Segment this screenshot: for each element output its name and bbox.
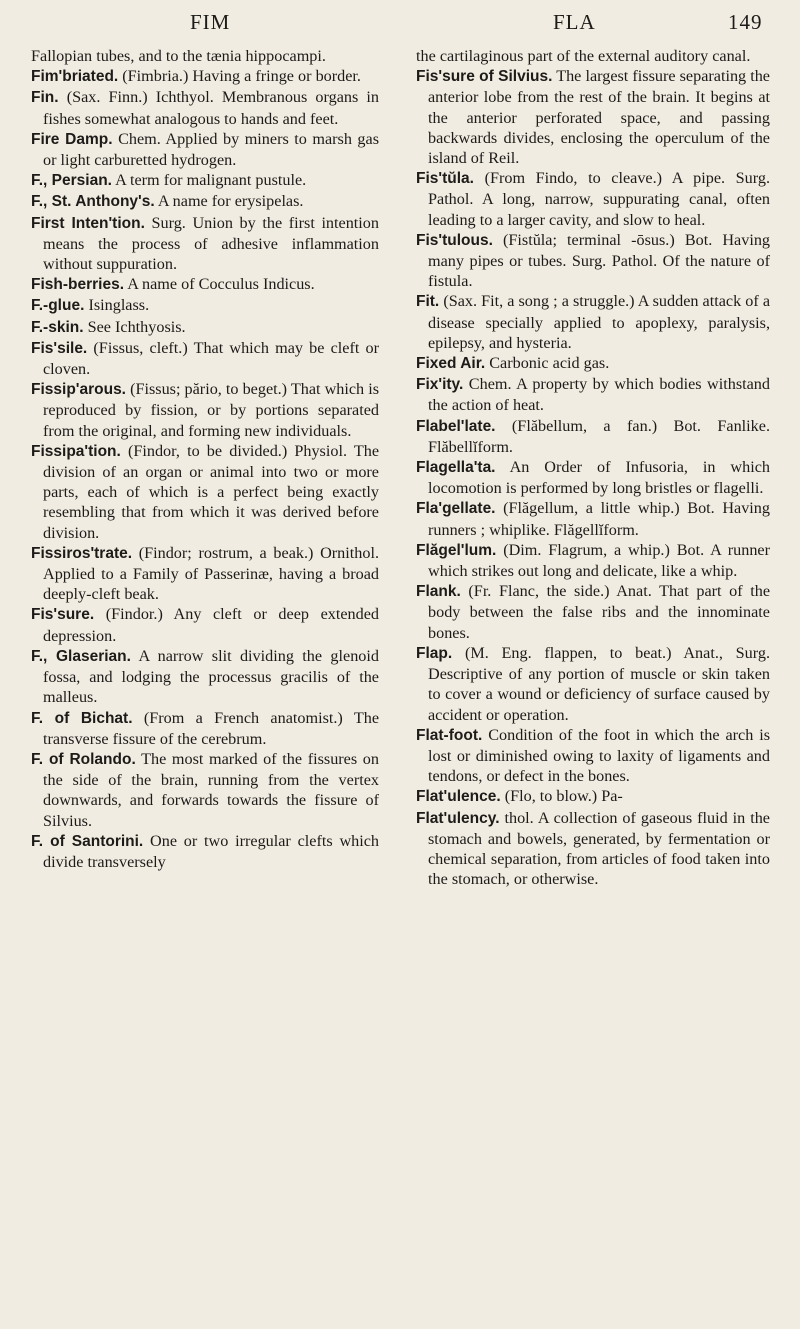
- entry-definition: (Fistŭla; terminal -ōsus.) Bot. Having many pipes or tubes. Surg. Pathol. Of the nature of fistula.: [428, 230, 771, 291]
- dictionary-entry: [416, 353, 770, 374]
- dictionary-entry: [31, 646, 379, 708]
- entry-definition: (Fr. Flanc, the side.) Anat. That part of the body between the false ribs and the innominate bones.: [428, 582, 771, 642]
- entry-headword: Fissip'arous.: [31, 381, 126, 399]
- running-header: [0, 4, 800, 44]
- entry-definition: Chem. Applied by miners to marsh gas or light carburetted hydrogen.: [43, 129, 379, 170]
- entry-headword: Fla'gellate.: [416, 500, 496, 518]
- entry-headword: Flat'ulence.: [416, 788, 501, 806]
- dictionary-entry: [416, 66, 770, 168]
- dictionary-entry: [416, 168, 770, 230]
- entry-definition: the cartilaginous part of the external auditory canal.: [416, 47, 751, 65]
- entry-headword: Fit.: [416, 293, 440, 311]
- entry-definition: (Flăbellum, a fan.) Bot. Fanlike. Flăbellĭform.: [428, 416, 770, 456]
- right-guide-word: FLA: [553, 10, 596, 34]
- entry-headword: F. of Rolando.: [31, 750, 136, 768]
- dictionary-entry: [31, 831, 379, 872]
- dictionary-entry: [31, 441, 379, 543]
- entry-headword: Flabel'late.: [416, 417, 496, 435]
- entry-definition: (Dim. Flagrum, a whip.) Bot. A runner which strikes out long and delicate, like a whip.: [428, 540, 771, 581]
- entry-headword: Flank.: [416, 583, 461, 601]
- dictionary-entry: [416, 581, 770, 643]
- page-number: 149: [728, 10, 763, 34]
- entry-headword: F., St. Anthony's.: [31, 193, 155, 211]
- entry-definition: (Findor.) Any cleft or deep extended depression.: [43, 605, 379, 645]
- dictionary-entry: [416, 725, 770, 787]
- entry-definition: (Findor; rostrum, a beak.) Ornithol. Applied to a Family of Passerinæ, having a broad deeply-cleft beak.: [43, 543, 380, 604]
- entry-definition: Surg. Union by the first intention means the process of adhesive inflammation without suppuration.: [43, 213, 379, 274]
- entry-headword: F.-glue.: [31, 297, 85, 315]
- entry-definition: (Fissus; părio, to beget.) That which is reproduced by fission, or by portions separated from the original, and forming new individuals.: [43, 380, 380, 440]
- entry-headword: Fis'sile.: [31, 339, 88, 357]
- dictionary-entry: [31, 46, 379, 66]
- dictionary-entry: [31, 543, 379, 605]
- entry-headword: Flap.: [416, 644, 453, 662]
- entry-definition: Fallopian tubes, and to the tænia hippocampi.: [31, 47, 326, 65]
- entry-definition: (From Findo, to cleave.) A pipe. Surg. Pathol. A long, narrow, suppurating canal, often leading to a larger cavity, and slow to heal.: [428, 169, 771, 229]
- dictionary-entry: [31, 87, 379, 128]
- entry-definition: (Fissus, cleft.) That which may be cleft or cloven.: [43, 338, 379, 379]
- entry-definition: The most marked of the fissures on the side of the brain, running from the vertex downwards, and forwards towards the fissure of Silvius.: [43, 749, 379, 830]
- dictionary-entry: [31, 379, 379, 441]
- dictionary-entry: [416, 786, 770, 807]
- entry-definition: The largest fissure separating the anterior lobe from the rest of the brain. It begins at the anterior perforated space, and passing backwards divides, enclosing the operculum of the island of Reil.: [428, 67, 770, 168]
- entry-headword: F., Persian.: [31, 172, 112, 190]
- entry-headword: Fix'ity.: [416, 376, 464, 394]
- dictionary-entry: [416, 643, 770, 725]
- entry-headword: F.-skin.: [31, 318, 84, 336]
- entry-definition: A name for erysipelas.: [157, 192, 304, 211]
- entry-headword: Fis'tŭla.: [416, 170, 474, 188]
- dictionary-entry: [31, 317, 379, 338]
- dictionary-entry: [31, 191, 379, 212]
- dictionary-entry: [416, 808, 770, 890]
- dictionary-entry: [31, 295, 379, 316]
- entry-definition: One or two irregular clefts which divide transversely: [43, 831, 379, 871]
- entry-headword: Flat-foot.: [416, 726, 483, 744]
- entry-definition: Isinglass.: [88, 296, 150, 315]
- entry-definition: (From a French anatomist.) The transverse fissure of the cerebrum.: [43, 708, 380, 748]
- entry-definition: See Ichthyosis.: [87, 317, 186, 336]
- dictionary-entry: [416, 46, 770, 66]
- entry-headword: Fissiros'trate.: [31, 544, 133, 562]
- entry-definition: A narrow slit dividing the glenoid fossa, and lodging the processus gracilis of the malleus.: [43, 646, 379, 707]
- dictionary-entry: [31, 274, 379, 295]
- dictionary-entry: [416, 230, 770, 292]
- dictionary-entry: [31, 708, 379, 749]
- dictionary-entry: [31, 170, 379, 191]
- entry-headword: Flagella'ta.: [416, 459, 496, 477]
- dictionary-entry: [31, 338, 379, 379]
- dictionary-entry: [416, 291, 770, 353]
- dictionary-entry: [31, 749, 379, 831]
- right-column: [416, 46, 770, 889]
- entry-definition: Condition of the foot in which the arch is lost or diminished owing to laxity of ligaments and tendons, or defect in the bones.: [428, 725, 771, 786]
- entry-headword: F. of Santorini.: [31, 832, 144, 850]
- entry-headword: Fis'sure.: [31, 606, 95, 624]
- left-guide-word: FIM: [190, 10, 231, 34]
- dictionary-entry: [31, 213, 379, 275]
- dictionary-entry: [31, 604, 379, 645]
- entry-headword: Fis'tulous.: [416, 231, 493, 249]
- dictionary-entry: [416, 416, 770, 457]
- entry-headword: Fire Damp.: [31, 130, 113, 148]
- dictionary-entry: [416, 457, 770, 498]
- entry-definition: A term for malignant pustule.: [115, 171, 307, 190]
- entry-definition: (Findor, to be divided.) Physiol. The division of an organ or animal into two or more parts, each of which is a perfect being exactly resembling that from which it was derived before division.: [43, 441, 380, 542]
- dictionary-entry: [31, 129, 379, 170]
- entry-headword: Fish-berries.: [31, 276, 125, 294]
- dictionary-entry: [416, 374, 770, 415]
- entry-definition: Chem. A property by which bodies withstand the action of heat.: [428, 375, 770, 415]
- entry-definition: Carbonic acid gas.: [489, 354, 610, 373]
- entry-definition: (Sax. Finn.) Ichthyol. Membranous organs in fishes somewhat analogous to hands and feet.: [43, 88, 379, 128]
- entry-headword: Fissipa'tion.: [31, 442, 121, 460]
- dictionary-entry: [416, 498, 770, 539]
- entry-headword: Flat'ulency.: [416, 809, 500, 827]
- dictionary-entry: [31, 66, 379, 87]
- entry-headword: F., Glaserian.: [31, 647, 131, 665]
- left-column: [31, 46, 379, 872]
- entry-headword: F. of Bichat.: [31, 709, 133, 727]
- entry-definition: A name of Cocculus Indicus.: [127, 275, 315, 294]
- entry-definition: (Sax. Fit, a song ; a struggle.) A sudden attack of a disease specially applied to apoplexy, paralysis, epilepsy, and hysteria.: [428, 292, 771, 352]
- entry-definition: (Fimbria.) Having a fringe or border.: [122, 67, 361, 86]
- entry-headword: Fis'sure of Silvius.: [416, 68, 553, 86]
- dictionary-entry: [416, 540, 770, 581]
- entry-headword: First Inten'tion.: [31, 214, 145, 232]
- entry-definition: An Order of Infusoria, in which locomotion is performed by long bristles or flagelli.: [428, 458, 770, 498]
- entry-definition: thol. A collection of gaseous fluid in the stomach and bowels, generated, by fermentation or chemical separation, from articles of food taken into the stomach, or otherwise.: [428, 808, 770, 889]
- entry-definition: (M. Eng. flappen, to beat.) Anat., Surg. Descriptive of any portion of muscle or skin taken to cover a wound or deficiency of surface caused by accident or operation.: [428, 643, 771, 724]
- entry-definition: (Flo, to blow.) Pa-: [504, 787, 623, 806]
- entry-headword: Fim'briated.: [31, 68, 119, 86]
- entry-headword: Fixed Air.: [416, 355, 486, 373]
- entry-headword: Flăgel'lum.: [416, 541, 497, 559]
- entry-headword: Fin.: [31, 89, 59, 107]
- entry-definition: (Flăgellum, a little whip.) Bot. Having runners ; whiplike. Flăgellĭform.: [428, 499, 770, 539]
